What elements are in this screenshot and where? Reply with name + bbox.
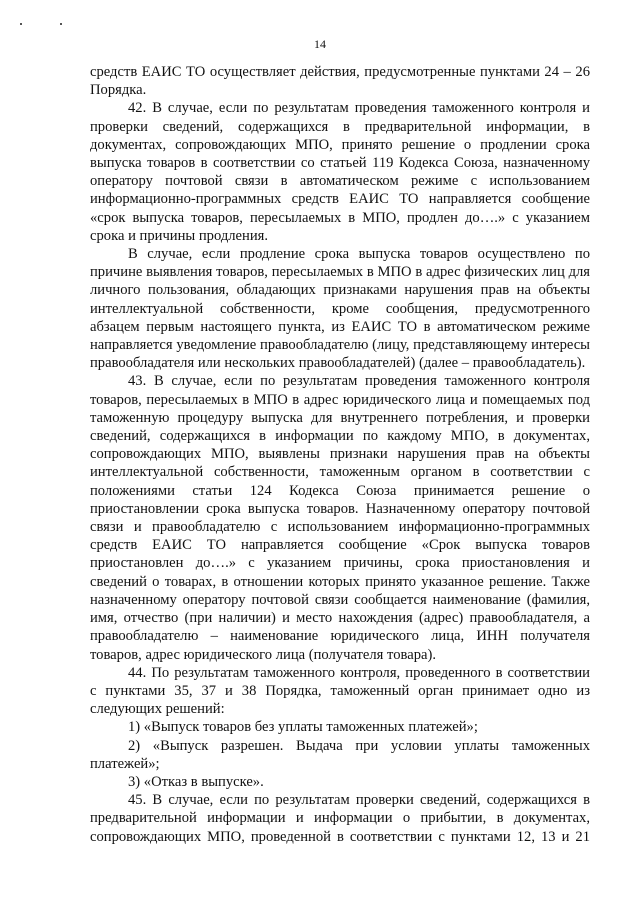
paragraph-42: 42. В случае, если по результатам проведения таможенного контроля и проверки сведений, содержащихся в предварительной информации, в документах, сопровождающих МПО, принято решение о продлении срока выпуска товаров в соответствии со статьей 119 Кодекса Союза, назначенному оператору почтовой связи в автоматическом режиме с использованием информационно-программных средств ЕАИС ТО направляется сообщение «срок выпуска товаров, пересылаемых в МПО, продлен до….» с указанием срока и причины продления.: [90, 100, 590, 244]
scan-mark: [60, 23, 62, 25]
paragraph-43: 43. В случае, если по результатам проведения таможенного контроля товаров, пересылаемых в МПО в адрес юридического лица и помещаемых под таможенную процедуру выпуска для внутреннего потребления, и проверки сведений, содержащихся в информации по каждому МПО, в документах, сопровождающих МПО, выявлены признаки нарушения прав на объекты интеллектуальной собственности, таможенным органом в соответствии с положениями статьи 124 Кодекса Союза принимается решение о приостановлении срока выпуска товаров. Назначенному оператору почтовой связи и правообладателю с использованием информационно-программных средств ЕАИС ТО направляется сообщение «Срок выпуска товаров приостановлен до….» с указанием причины, срока приостановления и сведений о товарах, в отношении которых принято указанное решение. Также назначенному оператору почтовой связи сообщается наименование (фамилия, имя, отчество (при наличии) и место нахождения (адрес) правообладателя, а правообладателю – наименование юридического лица, ИНН получателя товаров, адрес юридического лица (получателя товара).: [90, 373, 590, 663]
decision-item-1: 1) «Выпуск товаров без уплаты таможенных платежей»;: [128, 719, 478, 736]
paragraph-45: 45. В случае, если по результатам проверки сведений, содержащихся в предварительной информации и информации о прибытии, в документах, сопровождающих МПО, проведенной в соответствии с пунктами 12, 13 и 21: [90, 792, 590, 845]
decision-item-3: 3) «Отказ в выпуске».: [128, 773, 264, 790]
document-body: [90, 63, 590, 846]
page-number: 14: [314, 37, 326, 51]
decision-item-2: 2) «Выпуск разрешен. Выдача при условии уплаты таможенных платежей»;: [90, 737, 590, 772]
paragraph-44: 44. По результатам таможенного контроля, проведенного в соответствии с пунктами 35, 37 и 38 Порядка, таможенный орган принимает одно из следующих решений:: [90, 664, 590, 718]
paragraph-continuation: средств ЕАИС ТО осуществляет действия, предусмотренные пунктами 24 – 26 Порядка.: [90, 64, 590, 99]
scan-mark: [20, 23, 22, 25]
paragraph-42-second: В случае, если продление срока выпуска товаров осуществлено по причине выявления товаров, пересылаемых в МПО в адрес физических лиц для личного пользования, обладающих признаками нарушения прав на объекты интеллектуальной собственности, кроме сообщения, предусмотренного абзацем первым настоящего пункта, из ЕАИС ТО в автоматическом режиме направляется уведомление правообладателю (лицу, представляющему интересы правообладателя или нескольких правообладателей) (далее – правообладатель).: [90, 246, 590, 372]
